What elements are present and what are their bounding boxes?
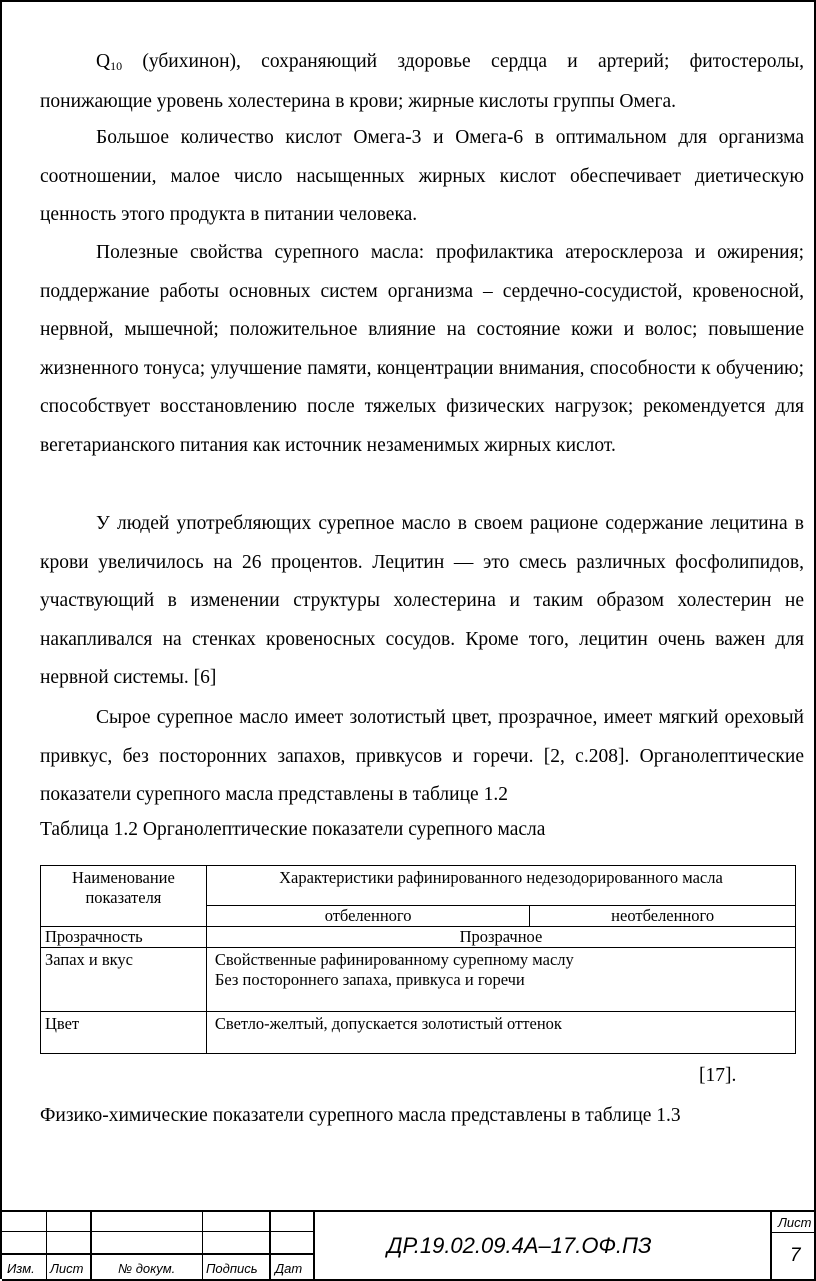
document-code: ДР.19.02.09.4А–17.ОФ.ПЗ	[387, 1233, 652, 1258]
stamp-list-label: Лист	[50, 1261, 84, 1276]
q-letter: Q	[96, 51, 111, 72]
after-table-paragraph: Физико-химические показатели сурепного масла представлены в таблице 1.3	[40, 1105, 681, 1126]
paragraph-4: У людей употребляющих сурепное масло в своем рационе содержание лецитина в крови увеличилось на 26 процентов. Лецитин — это смесь различных фосфолипидов, участвующий в изменении структуры холестерина и таким образом холестерин не накапливался на стенках кровеносных сосудов. Кроме того, лецитин очень важен для нервной системы. [6]	[40, 513, 804, 689]
reference-17: [17].	[699, 1065, 737, 1086]
row-value-line-1: Свойственные рафинированному сурепному маслу	[214, 950, 574, 969]
row-name: Запах и вкус	[41, 948, 207, 1012]
row-value: Светло-желтый, допускается золотистый оттенок	[206, 1012, 795, 1054]
subscript-10: 10	[110, 59, 123, 73]
table-row	[41, 927, 796, 948]
row-value: Прозрачное	[206, 927, 795, 948]
row-value	[206, 948, 795, 1012]
header-bleached: отбеленного	[206, 906, 529, 927]
stamp-sheet-label: Лист	[778, 1215, 812, 1230]
paragraph-2: Большое количество кислот Омега-3 и Омега-6 в оптимальном для организма соотношении, малое число насыщенных жирных кислот обеспечивает диетическую ценность этого продукта в питании человека.	[40, 127, 804, 226]
stamp-signature-label: Подпись	[206, 1261, 258, 1276]
table-row	[41, 948, 796, 1012]
paragraph-3: Полезные свойства сурепного масла: профилактика атеросклероза и ожирения; поддержание работы основных систем организма – сердечно-сосудистой, кровеносной, нервной, мышечной; положительное влияние на состояние кожи и волос; повышение жизненного тонуса; улучшение памяти, концентрации внимания, способности к обучению; способствует восстановлению после тяжелых физических нагрузок; рекомендуется для вегетарианского питания как источник незаменимых жирных кислот.	[40, 242, 804, 456]
header-indicator-name: Наименование показателя	[41, 866, 207, 927]
stamp-izm-label: Изм.	[7, 1261, 35, 1276]
header-characteristics: Характеристики рафинированного недезодорированного масла	[206, 866, 795, 906]
row-name: Цвет	[41, 1012, 207, 1054]
organoleptic-table	[40, 865, 796, 1054]
stamp-document-number-label: № докум.	[118, 1261, 176, 1276]
paragraph-1-text: (убихинон), сохраняющий здоровье сердца и артерий; фитостеролы, понижающие уровень холестерина в крови; жирные кислоты группы Омега.	[40, 51, 804, 112]
row-value-line-2: Без постороннего запаха, привкуса и горечи	[214, 970, 525, 989]
row-name: Прозрачность	[41, 927, 207, 948]
stamp-date-label: Дат	[275, 1261, 303, 1276]
page-number: 7	[790, 1245, 801, 1266]
paragraph-5: Сырое сурепное масло имеет золотистый цвет, прозрачное, имеет мягкий ореховый привкус, без посторонних запахов, привкусов и горечи. [2, с.208]. Органолептические показатели сурепного масла представлены в таблице 1.2	[40, 707, 804, 806]
paragraph-1	[40, 43, 804, 121]
table-caption: Таблица 1.2 Органолептические показатели сурепного масла	[40, 819, 546, 840]
header-unbleached: неотбеленного	[530, 906, 796, 927]
table-row	[41, 1012, 796, 1054]
